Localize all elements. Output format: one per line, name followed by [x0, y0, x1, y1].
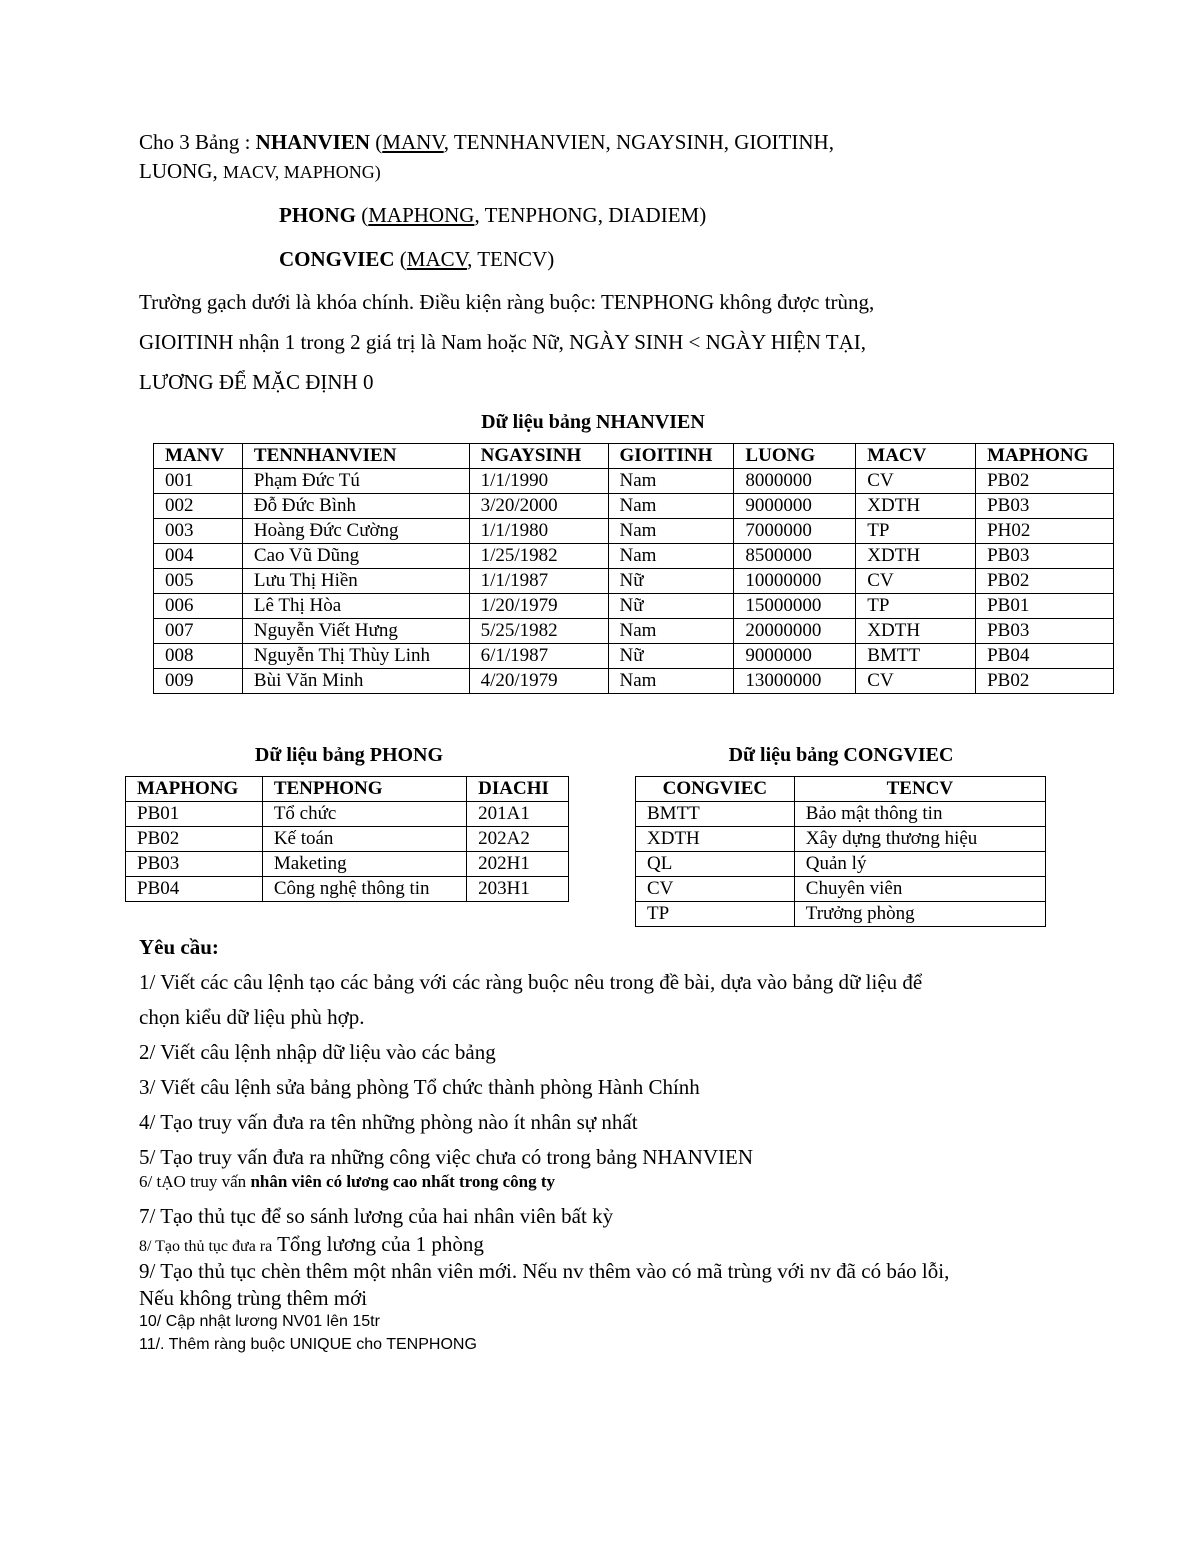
schema-intro: Cho 3 Bảng : [139, 130, 251, 154]
table-cell: 007 [154, 619, 243, 644]
table-cell: BMTT [636, 802, 795, 827]
requirement-6-prefix: 6/ tẠO truy vấn [139, 1172, 247, 1191]
table-cell: 7000000 [734, 519, 856, 544]
table-cell: TP [856, 519, 976, 544]
congviec-header-row [636, 777, 1046, 802]
nhanvien-caption: Dữ liệu bảng NHANVIEN [481, 411, 705, 433]
table-row [154, 669, 1114, 694]
table-cell: Nam [608, 519, 734, 544]
column-header: GIOITINH [608, 444, 734, 469]
table-cell: TP [636, 902, 795, 927]
schema-nhanvien-luong: LUONG, [139, 159, 218, 183]
table-cell: Lưu Thị Hiền [242, 569, 469, 594]
schema-congviec-name: CONGVIEC [279, 247, 395, 271]
requirement-1a: 1/ Viết các câu lệnh tạo các bảng với các ràng buộc nêu trong đề bài, dựa vào bảng dữ liệu để [139, 970, 923, 994]
table-cell: Hoàng Đức Cường [242, 519, 469, 544]
table-cell: XDTH [856, 544, 976, 569]
table-cell: PB03 [976, 619, 1114, 644]
schema-nhanvien-name: NHANVIEN [255, 130, 371, 154]
requirement-9a: 9/ Tạo thủ tục chèn thêm một nhân viên mới. Nếu nv thêm vào có mã trùng với nv đã có báo lỗi, [139, 1259, 950, 1283]
column-header: MANV [154, 444, 243, 469]
table-row [126, 877, 569, 902]
congviec-table [635, 776, 1046, 927]
table-row [636, 827, 1046, 852]
table-cell: 3/20/2000 [469, 494, 608, 519]
schema-congviec-pk: MACV [406, 247, 468, 271]
table-cell: PB03 [126, 852, 263, 877]
table-cell: QL [636, 852, 795, 877]
table-cell: 202H1 [467, 852, 569, 877]
table-cell: Bùi Văn Minh [242, 669, 469, 694]
table-row [636, 902, 1046, 927]
table-row [154, 569, 1114, 594]
requirement-9b: Nếu không trùng thêm mới [139, 1286, 368, 1310]
table-cell: 6/1/1987 [469, 644, 608, 669]
table-cell: Nữ [608, 594, 734, 619]
schema-nhanvien-rest: MACV, MAPHONG) [223, 162, 381, 182]
table-cell: 003 [154, 519, 243, 544]
table-cell: 10000000 [734, 569, 856, 594]
table-cell: 9000000 [734, 494, 856, 519]
table-cell: XDTH [856, 619, 976, 644]
table-cell: 1/1/1990 [469, 469, 608, 494]
table-cell: 1/20/1979 [469, 594, 608, 619]
table-cell: Phạm Đức Tú [242, 469, 469, 494]
table-cell: 1/1/1980 [469, 519, 608, 544]
table-cell: 004 [154, 544, 243, 569]
table-cell: 9000000 [734, 644, 856, 669]
schema-phong: PHONG (MAPHONG, TENPHONG, DIADIEM) [279, 203, 707, 227]
table-cell: 202A2 [467, 827, 569, 852]
schema-nhanvien-line2 [139, 157, 381, 186]
phong-header-row [126, 777, 569, 802]
table-row [154, 544, 1114, 569]
table-cell: CV [856, 569, 976, 594]
table-cell: Đỗ Đức Bình [242, 494, 469, 519]
column-header: NGAYSINH [469, 444, 608, 469]
table-row [154, 644, 1114, 669]
table-cell: 009 [154, 669, 243, 694]
table-cell: PB02 [126, 827, 263, 852]
requirement-7: 7/ Tạo thủ tục để so sánh lương của hai nhân viên bất kỳ [139, 1204, 614, 1228]
table-cell: Xây dựng thương hiệu [794, 827, 1045, 852]
schema-congviec-cols: TENCV) [477, 247, 555, 271]
schema-nhanvien-line1: Cho 3 Bảng : NHANVIEN (MANV, TENNHANVIEN, NGAYSINH, GIOITINH, [139, 130, 834, 154]
table-cell: XDTH [856, 494, 976, 519]
table-cell: Cao Vũ Dũng [242, 544, 469, 569]
constraint-line-2: GIOITINH nhận 1 trong 2 giá trị là Nam hoặc Nữ, NGÀY SINH < NGÀY HIỆN TẠI, [139, 330, 866, 354]
table-cell: CV [636, 877, 795, 902]
table-row [126, 827, 569, 852]
table-row [154, 594, 1114, 619]
requirement-11: 11/. Thêm ràng buộc UNIQUE cho TENPHONG [139, 1336, 477, 1353]
phong-caption: Dữ liệu bảng PHONG [254, 744, 444, 766]
table-cell: Nguyễn Thị Thùy Linh [242, 644, 469, 669]
table-cell: Quản lý [794, 852, 1045, 877]
table-row [154, 619, 1114, 644]
requirement-2: 2/ Viết câu lệnh nhập dữ liệu vào các bảng [139, 1040, 496, 1064]
requirement-6-text: nhân viên có lương cao nhất trong công ty [250, 1172, 555, 1191]
table-cell: 15000000 [734, 594, 856, 619]
table-cell: Nam [608, 669, 734, 694]
table-cell: 20000000 [734, 619, 856, 644]
table-cell: PB02 [976, 569, 1114, 594]
table-cell: 002 [154, 494, 243, 519]
congviec-caption: Dữ liệu bảng CONGVIEC [728, 744, 954, 766]
table-cell: 005 [154, 569, 243, 594]
table-cell: 201A1 [467, 802, 569, 827]
table-cell: Chuyên viên [794, 877, 1045, 902]
column-header: CONGVIEC [636, 777, 795, 802]
table-cell: Nữ [608, 569, 734, 594]
table-cell: PB03 [976, 494, 1114, 519]
table-cell: Nam [608, 544, 734, 569]
table-row [636, 852, 1046, 877]
column-header: LUONG [734, 444, 856, 469]
table-row [636, 877, 1046, 902]
schema-nhanvien-pk: MANV [382, 130, 444, 154]
requirement-8-prefix: 8/ Tạo thủ tục đưa ra [139, 1238, 273, 1255]
column-header: MACV [856, 444, 976, 469]
requirements-title: Yêu cầu: [139, 935, 219, 959]
table-cell: Lê Thị Hòa [242, 594, 469, 619]
table-row [154, 519, 1114, 544]
table-cell: XDTH [636, 827, 795, 852]
requirement-6 [139, 1172, 555, 1192]
table-row [154, 494, 1114, 519]
table-cell: 006 [154, 594, 243, 619]
schema-phong-name: PHONG [279, 203, 356, 227]
table-cell: Nữ [608, 644, 734, 669]
table-cell: 13000000 [734, 669, 856, 694]
table-cell: 8500000 [734, 544, 856, 569]
nhanvien-table [153, 443, 1114, 694]
requirement-5: 5/ Tạo truy vấn đưa ra những công việc chưa có trong bảng NHANVIEN [139, 1145, 754, 1169]
table-cell: 001 [154, 469, 243, 494]
table-cell: PB02 [976, 469, 1114, 494]
table-cell: TP [856, 594, 976, 619]
table-cell: 008 [154, 644, 243, 669]
table-cell: Nam [608, 619, 734, 644]
phong-table [125, 776, 569, 902]
schema-phong-pk: MAPHONG [368, 203, 475, 227]
schema-nhanvien-cols: TENNHANVIEN, NGAYSINH, GIOITINH, [453, 130, 834, 154]
table-row [126, 802, 569, 827]
table-cell: Tổ chức [262, 802, 466, 827]
table-cell: Công nghệ thông tin [262, 877, 466, 902]
schema-phong-cols: TENPHONG, DIADIEM) [484, 203, 707, 227]
requirement-4: 4/ Tạo truy vấn đưa ra tên những phòng nào ít nhân sự nhất [139, 1110, 638, 1134]
column-header: TENPHONG [262, 777, 466, 802]
table-cell: 4/20/1979 [469, 669, 608, 694]
table-cell: PH02 [976, 519, 1114, 544]
table-cell: 8000000 [734, 469, 856, 494]
table-cell: PB04 [126, 877, 263, 902]
table-cell: Nam [608, 469, 734, 494]
requirement-8 [139, 1232, 484, 1257]
table-cell: 203H1 [467, 877, 569, 902]
table-cell: Nam [608, 494, 734, 519]
column-header: DIACHI [467, 777, 569, 802]
table-cell: PB02 [976, 669, 1114, 694]
table-cell: 1/1/1987 [469, 569, 608, 594]
table-row [636, 802, 1046, 827]
column-header: TENCV [794, 777, 1045, 802]
table-row [126, 852, 569, 877]
table-cell: Bảo mật thông tin [794, 802, 1045, 827]
table-cell: 1/25/1982 [469, 544, 608, 569]
table-cell: 5/25/1982 [469, 619, 608, 644]
requirement-8-text: Tổng lương của 1 phòng [277, 1232, 484, 1256]
table-cell: CV [856, 669, 976, 694]
column-header: TENNHANVIEN [242, 444, 469, 469]
constraint-line-1: Trường gạch dưới là khóa chính. Điều kiện ràng buộc: TENPHONG không được trùng, [139, 290, 875, 314]
table-cell: Kế toán [262, 827, 466, 852]
table-cell: Trưởng phòng [794, 902, 1045, 927]
table-cell: BMTT [856, 644, 976, 669]
table-cell: PB03 [976, 544, 1114, 569]
constraint-line-3: LƯƠNG ĐỂ MẶC ĐỊNH 0 [139, 370, 374, 394]
requirement-10: 10/ Cập nhật lương NV01 lên 15tr [139, 1313, 380, 1330]
requirement-3: 3/ Viết câu lệnh sửa bảng phòng Tổ chức thành phòng Hành Chính [139, 1075, 700, 1099]
table-row [154, 469, 1114, 494]
nhanvien-header-row [154, 444, 1114, 469]
table-cell: PB01 [976, 594, 1114, 619]
column-header: MAPHONG [126, 777, 263, 802]
table-cell: PB04 [976, 644, 1114, 669]
table-cell: Nguyễn Viết Hưng [242, 619, 469, 644]
schema-congviec: CONGVIEC (MACV, TENCV) [279, 247, 555, 271]
column-header: MAPHONG [976, 444, 1114, 469]
table-cell: CV [856, 469, 976, 494]
table-cell: PB01 [126, 802, 263, 827]
requirement-1b: chọn kiểu dữ liệu phù hợp. [139, 1005, 365, 1029]
table-cell: Maketing [262, 852, 466, 877]
